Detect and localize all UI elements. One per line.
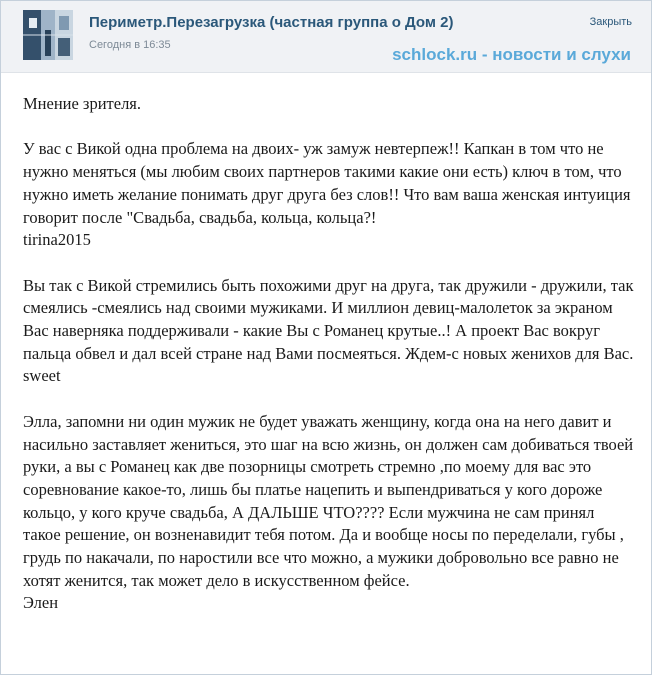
group-avatar-icon xyxy=(23,10,73,60)
comment-text: Элла, запомни ни один мужик не будет уважать женщину, когда она на него давит и насильно заставляет жениться, это шаг на всю жизнь, он должен сам добиваться твоей руки, а вы с Романец как две позорницы смотреть стремно ,по моему для вас это соревнование какое-то, лишь бы платье нацепить и выпендриваться у кого дороже кольцо, у кого круче свадьба, А ДАЛЬШЕ ЧТО???? Если мужчина не сам принял такое решение, он возненавидит тебя потом. Да и вообще носы по переделали, губы , грудь по накачали, по наростили все что можно, а мужики добровольно все равно не хотят женится, так может дело в искусственном фейсе. xyxy=(23,411,634,590)
comment-author: Элен xyxy=(23,593,59,613)
comment-author: sweet xyxy=(23,366,61,386)
group-title[interactable]: Периметр.Перезагрузка (частная группа о Дом 2) xyxy=(89,14,454,31)
group-avatar[interactable] xyxy=(23,10,73,60)
comment-block xyxy=(23,275,635,389)
post-header xyxy=(1,1,651,73)
post-timestamp: Сегодня в 16:35 xyxy=(89,39,171,51)
site-watermark: schlock.ru - новости и слухи xyxy=(392,45,631,64)
post-body xyxy=(23,93,635,638)
comment-author: tirina2015 xyxy=(23,230,91,250)
post-intro: Мнение зрителя. xyxy=(23,94,142,113)
comment-text: У вас с Викой одна проблема на двоих- уж замуж невтерпеж!! Капкан в том что не нужно меняться (мы любим своих партнеров такими какие они есть) ключ в том, что нужно иметь желание понимать друг друга без слов!! Что вам ваша женская интуиция говорит после "Свадьба, свадьба, кольца, кольца?! xyxy=(23,139,631,227)
close-button[interactable]: Закрыть xyxy=(589,16,632,28)
comment-block xyxy=(23,411,635,615)
comment-text: Вы так с Викой стремились быть похожими друг на друга, так дружили - дружили, так смеялись -смеялись над своими мужиками. И миллион девиц-малолеток за экраном Вас наверняка поддерживали - какие Вы с Романец крутые..! А проект Вас вокруг пальца обвел и дал всей стране над Вами посмеяться. Ждем-с новых женихов для Вас. xyxy=(23,275,634,363)
comment-block xyxy=(23,138,635,252)
